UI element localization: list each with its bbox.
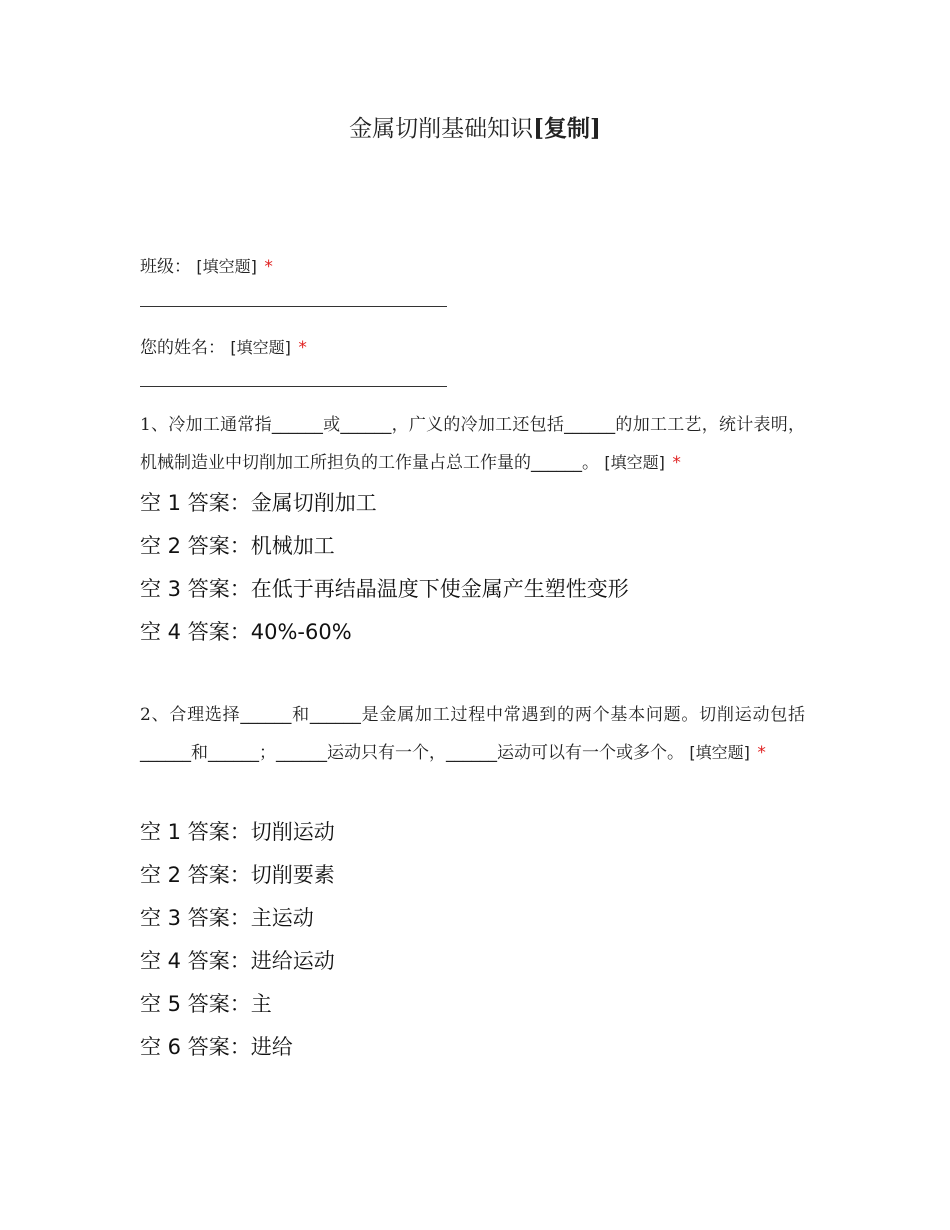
answer-label: 空 3 答案： xyxy=(140,906,251,930)
answer-row xyxy=(140,811,805,854)
class-question-type: [填空题] xyxy=(196,257,257,276)
answer-label: 空 2 答案： xyxy=(140,534,251,558)
answer-label: 空 3 答案： xyxy=(140,577,251,601)
answer-row xyxy=(140,482,805,525)
answer-value: 在低于再结晶温度下使金属产生塑性变形 xyxy=(250,577,629,601)
class-field-label xyxy=(140,252,273,277)
answer-label: 空 4 答案： xyxy=(140,620,251,644)
question-1-text: 冷加工通常指______或______，广义的冷加工还包括______的加工工艺，统计表明，机械制造业中切削加工所担负的工作量占总工作量的______。 xyxy=(140,415,805,473)
answer-label: 空 1 答案： xyxy=(140,491,251,515)
answer-value: 进给 xyxy=(250,1035,293,1059)
class-label: 班级： xyxy=(140,257,191,277)
answer-value: 切削运动 xyxy=(250,820,335,844)
question-2-number: 2、 xyxy=(140,705,170,725)
answer-label: 空 5 答案： xyxy=(140,992,251,1016)
name-field-label xyxy=(140,333,307,358)
answer-label: 空 2 答案： xyxy=(140,863,251,887)
name-answer-line[interactable] xyxy=(140,386,447,387)
answer-row xyxy=(140,611,805,654)
answer-row xyxy=(140,940,805,983)
question-2 xyxy=(140,697,805,772)
question-2-type: [填空题] xyxy=(689,743,750,762)
required-marker: * xyxy=(298,338,307,358)
answer-row xyxy=(140,568,805,611)
required-marker: * xyxy=(672,453,681,473)
answer-row xyxy=(140,1026,805,1069)
title-main: 金属切削基础知识 xyxy=(349,116,534,142)
answer-label: 空 6 答案： xyxy=(140,1035,251,1059)
answer-value: 40%-60% xyxy=(250,620,352,644)
answer-label: 空 4 答案： xyxy=(140,949,251,973)
answer-value: 主 xyxy=(250,992,272,1016)
answer-value: 机械加工 xyxy=(250,534,335,558)
name-label: 您的姓名： xyxy=(140,338,225,358)
question-1-number: 1、 xyxy=(140,415,169,435)
answer-row xyxy=(140,983,805,1026)
question-1 xyxy=(140,407,805,482)
name-question-type: [填空题] xyxy=(230,338,291,357)
answer-value: 进给运动 xyxy=(250,949,335,973)
answer-value: 主运动 xyxy=(250,906,314,930)
answer-row xyxy=(140,897,805,940)
answer-label: 空 1 答案： xyxy=(140,820,251,844)
question-2-text: 合理选择______和______是金属加工过程中常遇到的两个基本问题。切削运动包括______和______；______运动只有一个，______运动可以有一个或多个。 xyxy=(140,705,805,763)
answer-value: 金属切削加工 xyxy=(250,491,377,515)
question-2-answers xyxy=(140,811,805,1069)
answer-row xyxy=(140,854,805,897)
answer-value: 切削要素 xyxy=(250,863,335,887)
class-answer-line[interactable] xyxy=(140,306,447,307)
title-suffix: [复制] xyxy=(533,115,601,142)
question-1-answers xyxy=(140,482,805,654)
question-1-type: [填空题] xyxy=(604,453,665,472)
required-marker: * xyxy=(264,257,273,277)
answer-row xyxy=(140,525,805,568)
required-marker: * xyxy=(757,743,766,763)
page-title xyxy=(0,110,950,143)
